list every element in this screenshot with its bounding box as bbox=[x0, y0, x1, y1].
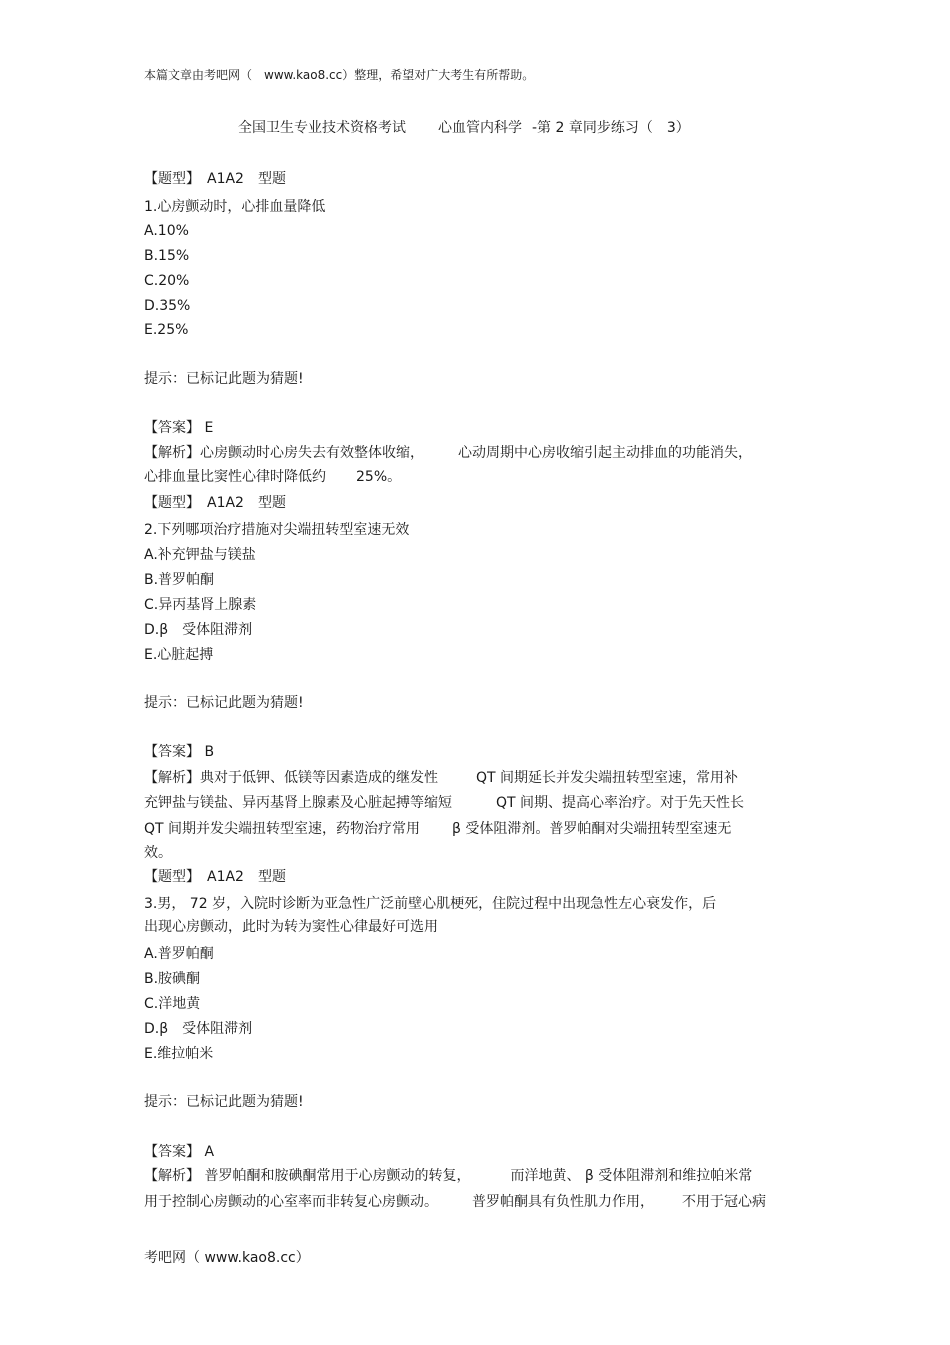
q2-option-b: B.普罗帕酮 bbox=[144, 572, 215, 588]
q2-analysis-line-3: QT 间期并发尖端扭转型室速，药物治疗常用 β 受体阻滞剂。普罗帕酮对尖端扭转型室速无 bbox=[144, 821, 732, 837]
q2-analysis-line-1: 【解析】典对于低钾、低镁等因素造成的继发性 QT 间期延长并发尖端扭转型室速，常用补 bbox=[144, 770, 739, 786]
q1-option-a: A.10% bbox=[144, 223, 189, 239]
header-note: 本篇文章由考吧网（ www.kao8.cc）整理，希望对广大考生有所帮助。 bbox=[144, 68, 535, 82]
q2-analysis-line-2: 充钾盐与镁盐、异丙基肾上腺素及心脏起搏等缩短 QT 间期、提高心率治疗。对于先天性长 bbox=[144, 795, 745, 811]
q2-option-c: C.异丙基肾上腺素 bbox=[144, 597, 257, 613]
q1-analysis-line-2: 心排血量比窦性心律时降低约 25%。 bbox=[144, 469, 402, 485]
q1-stem: 1.心房颤动时，心排血量降低 bbox=[144, 199, 326, 215]
q3-stem-line-2: 出现心房颤动，此时为转为窦性心律最好可选用 bbox=[144, 919, 438, 935]
footer-site: 考吧网（ www.kao8.cc） bbox=[144, 1250, 310, 1266]
q1-answer: 【答案】 E bbox=[144, 420, 214, 436]
q1-type-label: 【题型】 A1A2 型题 bbox=[144, 171, 286, 187]
q3-type-label: 【题型】 A1A2 型题 bbox=[144, 869, 286, 885]
q3-analysis-line-1: 【解析】 普罗帕酮和胺碘酮常用于心房颤动的转复， 而洋地黄、 β 受体阻滞剂和维拉帕米常 bbox=[144, 1168, 753, 1184]
q2-option-a: A.补充钾盐与镁盐 bbox=[144, 547, 256, 563]
document-title bbox=[238, 119, 690, 137]
q1-analysis-line-1: 【解析】心房颤动时心房失去有效整体收缩， 心动周期中心房收缩引起主动排血的功能消失， bbox=[144, 445, 752, 461]
q1-option-e: E.25% bbox=[144, 322, 189, 338]
q3-option-c: C.洋地黄 bbox=[144, 996, 201, 1012]
q3-stem-line-1: 3.男， 72 岁，入院时诊断为亚急性广泛前壁心肌梗死，住院过程中出现急性左心衰发作，后 bbox=[144, 896, 717, 912]
q1-hint: 提示：已标记此题为猜题! bbox=[144, 371, 304, 387]
q3-option-a: A.普罗帕酮 bbox=[144, 946, 214, 962]
title-subject: 心血管内科学 bbox=[438, 120, 522, 136]
q2-analysis-line-4: 效。 bbox=[144, 845, 172, 861]
q2-option-e: E.心脏起搏 bbox=[144, 647, 214, 663]
q3-option-e: E.维拉帕米 bbox=[144, 1046, 214, 1062]
q2-option-d: D.β 受体阻滞剂 bbox=[144, 622, 253, 638]
q2-stem: 2.下列哪项治疗措施对尖端扭转型室速无效 bbox=[144, 522, 410, 538]
title-exam-name: 全国卫生专业技术资格考试 bbox=[238, 120, 406, 136]
q1-option-c: C.20% bbox=[144, 273, 190, 289]
q3-answer: 【答案】 A bbox=[144, 1144, 215, 1160]
q2-type-label: 【题型】 A1A2 型题 bbox=[144, 495, 286, 511]
title-chapter: -第 2 章同步练习（ 3） bbox=[532, 120, 690, 136]
q3-analysis-line-2: 用于控制心房颤动的心室率而非转复心房颤动。 普罗帕酮具有负性肌力作用， 不用于冠心病 bbox=[144, 1194, 766, 1210]
q1-option-b: B.15% bbox=[144, 248, 190, 264]
q2-hint: 提示：已标记此题为猜题! bbox=[144, 695, 304, 711]
q3-option-d: D.β 受体阻滞剂 bbox=[144, 1021, 253, 1037]
q2-answer: 【答案】 B bbox=[144, 744, 215, 760]
q3-hint: 提示：已标记此题为猜题! bbox=[144, 1094, 304, 1110]
q3-option-b: B.胺碘酮 bbox=[144, 971, 201, 987]
q1-option-d: D.35% bbox=[144, 298, 191, 314]
